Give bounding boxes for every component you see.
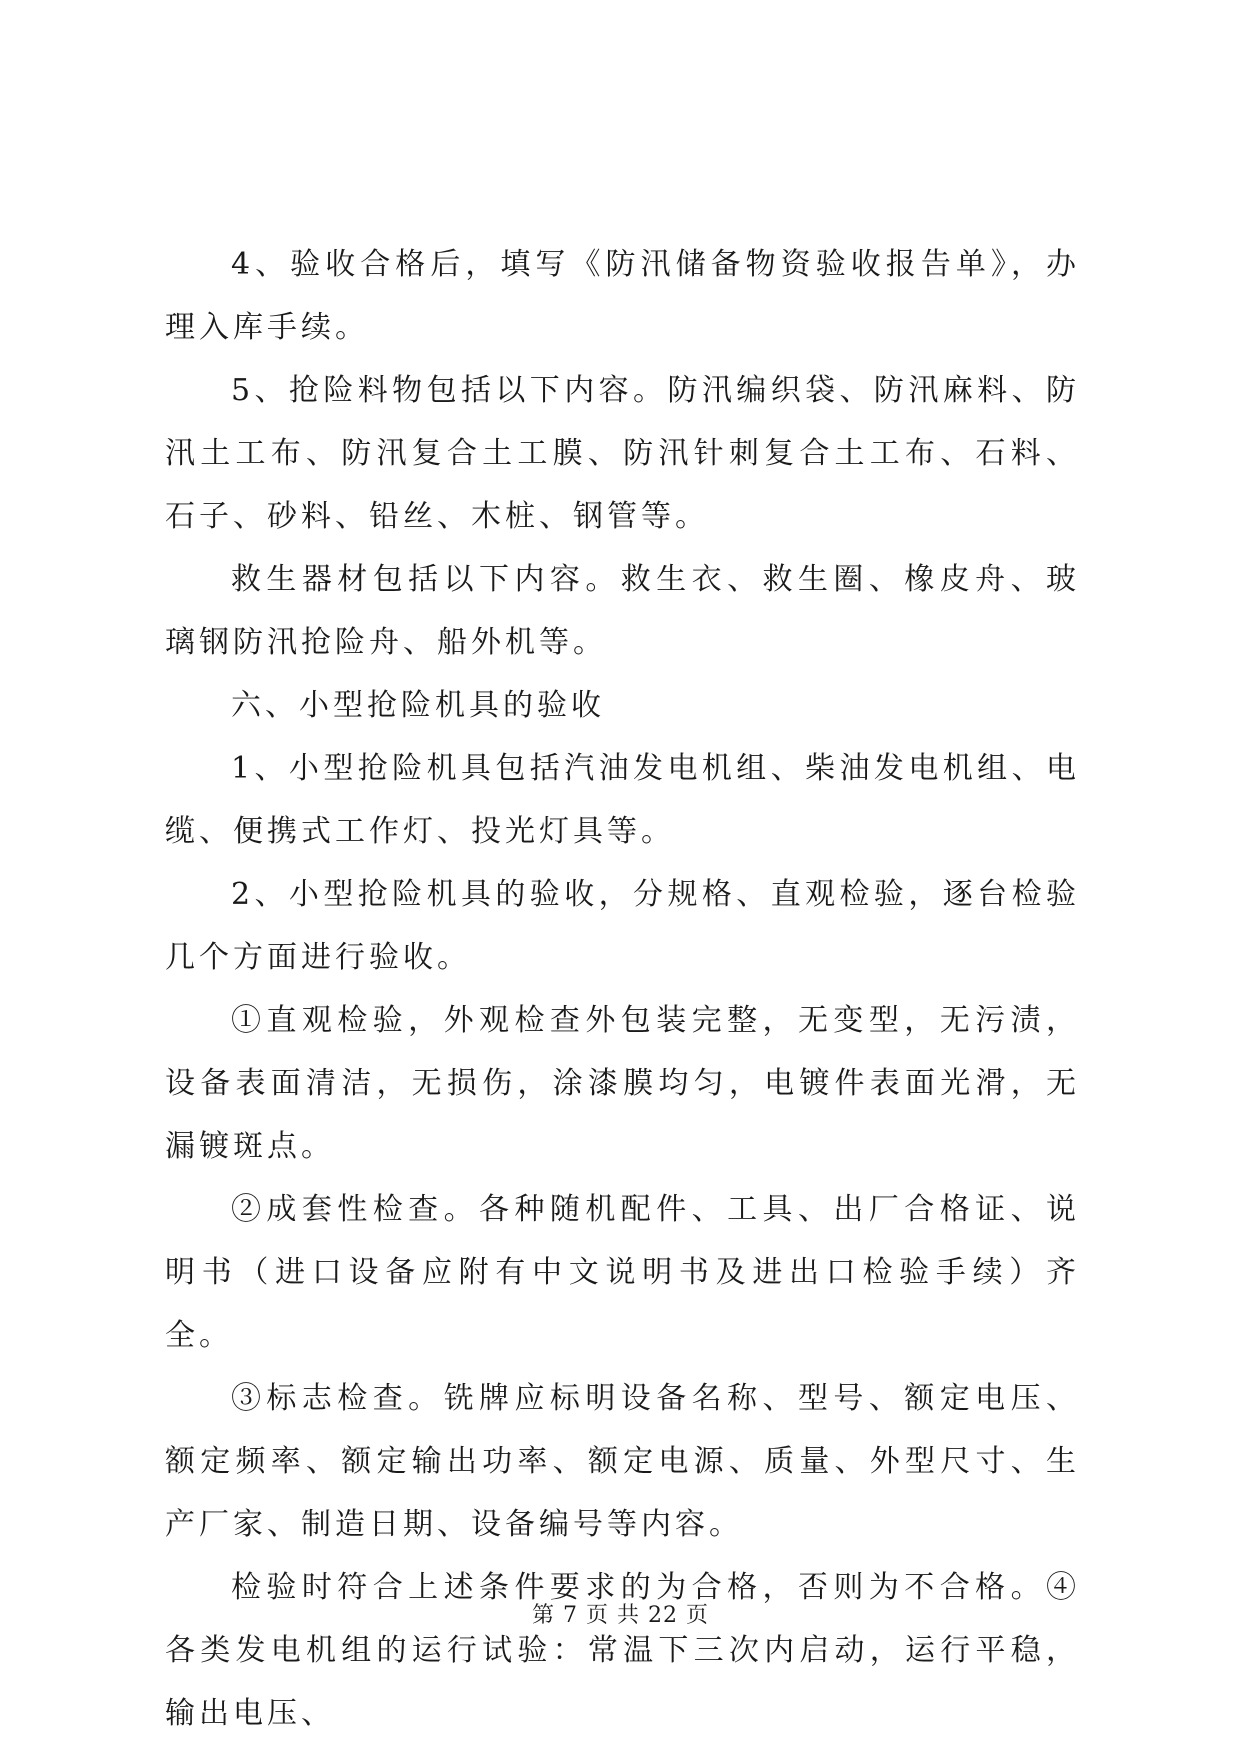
paragraph-3: 救生器材包括以下内容。救生衣、救生圈、橡皮舟、玻璃钢防汛抢险舟、船外机等。: [165, 562, 1080, 660]
paragraph-6: 2、小型抢险机具的验收，分规格、直观检验，逐台检验几个方面进行验收。: [165, 877, 1080, 975]
paragraph-9: ③标志检查。铣牌应标明设备名称、型号、额定电压、额定频率、额定输出功率、额定电源、质量、外型尺寸、生产厂家、制造日期、设备编号等内容。: [165, 1381, 1080, 1542]
paragraph-2: 5、抢险料物包括以下内容。防汛编织袋、防汛麻料、防汛土工布、防汛复合土工膜、防汛针刺复合土工布、石料、石子、砂料、铅丝、木桩、钢管等。: [165, 373, 1080, 534]
body-text: [165, 233, 1080, 1745]
paragraph-1: 4、验收合格后，填写《防汛储备物资验收报告单》，办理入库手续。: [165, 247, 1080, 345]
paragraph-7: ①直观检验，外观检查外包装完整，无变型，无污渍，设备表面清洁，无损伤，涂漆膜均匀，电镀件表面光滑，无漏镀斑点。: [165, 1003, 1080, 1164]
paragraph-5: 1、小型抢险机具包括汽油发电机组、柴油发电机组、电缆、便携式工作灯、投光灯具等。: [165, 751, 1080, 849]
page-number-footer: 第 7 页 共 22 页: [532, 1603, 709, 1628]
section-heading: 六、小型抢险机具的验收: [231, 688, 605, 723]
paragraph-8: ②成套性检查。各种随机配件、工具、出厂合格证、说明书（进口设备应附有中文说明书及进出口检验手续）齐全。: [165, 1192, 1080, 1353]
paragraph-10: 检验时符合上述条件要求的为合格，否则为不合格。④各类发电机组的运行试验：常温下三次内启动，运行平稳，输出电压、: [165, 1570, 1080, 1731]
